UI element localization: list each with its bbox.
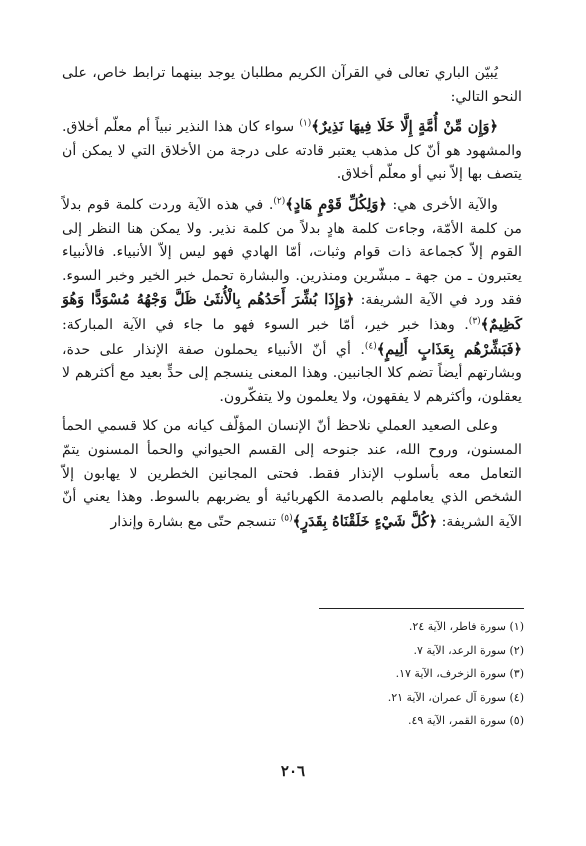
text-segment: . أي أنّ الأنبياء يحملون صفة الإنذار على حدة، وبشارتهم أيضاً تضم كلا الجانبين. وهذا المعنى ينسجم إلى حدٍّ بعيد مع أكثرهم لا يعقلون، وأكثرهم لا يفقهون، ولا يعلمون ولا يتفكّرون.	[62, 341, 522, 405]
footnote-ref[interactable]: (٣)	[468, 316, 481, 327]
footnote-item: (١) سورة فاطر، الآية ٢٤.	[408, 620, 524, 633]
footnote-ref[interactable]: (٢)	[273, 196, 286, 207]
quran-verse: ﴿وَإِذَا بُشِّرَ أَحَدُهُم بِالْأُنثَىٰ ظَلَّ وَجْهُهُ مُسْوَدًّا وَهُوَ كَظِيمٌ﴾	[62, 291, 522, 333]
footnote-item: (٥) سورة القمر، الآية ٤٩.	[407, 714, 524, 728]
footnote-ref[interactable]: (١)	[299, 118, 312, 129]
footnote-ref[interactable]: (٤)	[364, 340, 377, 351]
footnote-ref[interactable]: (٥)	[280, 512, 293, 523]
text-segment: والآية الأخرى هي:	[386, 196, 499, 213]
text-segment: وعلى الصعيد العملي نلاحظ أنّ الإنسان المؤلّف كيانه من كلا قسمي الحمأ المسنون، وروح الله، عند جنوحه إلى القسم الحيواني والحمأ المسنون يتمّ التعامل معه بأسلوب الإنذار فقط. فحتى المجانين الخطرين لا يهابون إلاّ الشخص الذي يعاملهم بالصدمة الكهربائية أو يضربهم بالسوط. وهذا يعني أنّ الآية الشريفة:	[62, 418, 522, 530]
quran-verse: ﴿وَإِن مِّنْ أُمَّةٍ إِلَّا خَلَا فِيهَا نَذِيرٌ﴾	[311, 118, 498, 136]
footnotes	[224, 615, 524, 733]
paragraph-verse-2	[62, 193, 522, 409]
text-segment: . وهذا خبر خير، أمّا خبر السوء فهو ما جاء في الآية المباركة:	[62, 316, 469, 333]
paragraph-intro	[62, 62, 522, 109]
text-segment: سواء كان هذا النذير نبياً أم معلّم أخلاق. والمشهود هو أنّ كل مذهب يعتبر قادته على درجة من الأخلاق التي لا يمكن أن يتصف بها إلاّ نبي أو معلّم أخلاق.	[62, 119, 522, 183]
body-text	[62, 62, 522, 540]
footnote-divider	[319, 608, 524, 609]
quran-verse: ﴿فَبَشِّرْهُم بِعَذَابٍ أَلِيمٍ﴾	[376, 340, 522, 358]
text-segment: يُبيّن الباري تعالى في القرآن الكريم مطلبان يوجد بينهما ترابط خاص، على النحو التالي:	[62, 65, 522, 105]
quran-verse: ﴿كُلَّ شَيْءٍ خَلَقْنَاهُ بِقَدَرٍ﴾	[292, 512, 438, 530]
quran-verse: ﴿وَلِكُلِّ قَوْمٍ هَادٍ﴾	[285, 195, 387, 213]
paragraph-verse-1	[62, 115, 522, 187]
footnote-item: (٢) سورة الرعد، الآية ٧.	[413, 643, 524, 657]
paragraph-practical	[62, 415, 522, 534]
footnote-item: (٤) سورة آل عمران، الآية ٢١.	[387, 690, 524, 704]
text-segment: . في هذه الآية وردت كلمة قوم بدلاً من كلمة الأمّة، وجاءت كلمة هادٍ بدلاً من كلمة نذير. ولا يمكن هنا النظر إلى القوم إلاّ كجماعة ذات قوام وثبات، أمّا الهادي فهو ليس إلاّ الأنبياء. فالأنبياء يعتبرون ـ من جهة ـ مبشّرين ومنذرين. والبشارة تحمل خبر الخير وخبر السوء. فقد ورد في الآية الشريفة:	[62, 196, 522, 309]
page-number: ٢٠٦	[280, 762, 306, 780]
footnote-item: (٣) سورة الزخرف، الآية ١٧.	[395, 667, 524, 681]
text-segment: تنسجم حتّى مع بشارة وإنذار	[110, 513, 281, 530]
